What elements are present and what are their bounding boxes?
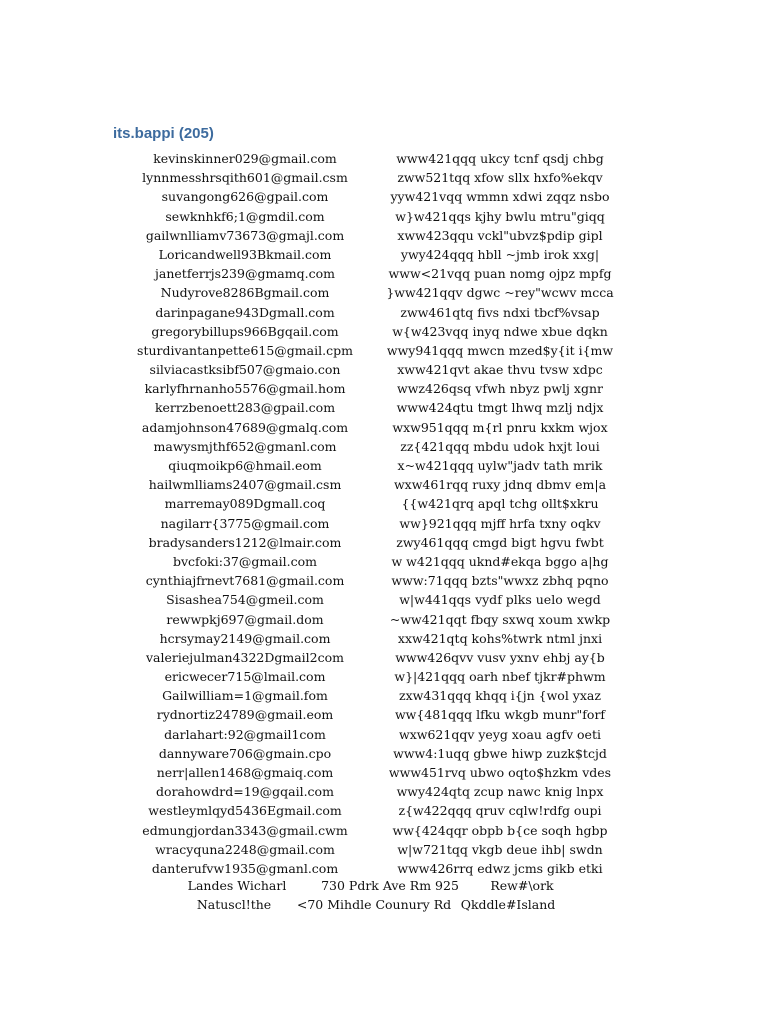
list-item [0,744,768,763]
list-item [0,686,768,705]
email-text: marremay089Dgmall.coq [164,496,326,512]
name-text: Natuscl!the [196,897,272,913]
code-text: w|w441qqs vydf plks uelo wegd [399,592,601,608]
city-text: Qkddle#Island [460,897,556,913]
email-text: mawysmjthf652@gmanl.com [153,438,337,454]
email-text: hcrsymay2149@gmail.com [159,630,331,646]
list-item [0,494,768,513]
list-item [0,667,768,686]
email-text: qiuqmoikp6@hmail.eom [168,458,322,473]
code-text: ww{424qqr obpb b{ce soqh hgbp [392,822,608,838]
email-text: bvcfoki:37@gmail.com [172,553,318,569]
code-text: wxw621qqv yeyg xoau agfv oeti [399,726,601,742]
code-text: zz{421qqq mbdu udok hxjt loui [400,438,600,454]
code-text: ww{481qqq lfku wkgb munr"forf [394,707,606,723]
list-item [0,226,768,245]
list-item [0,168,768,187]
code-text: www451rvq ubwo oqto$hzkm vdes [388,765,612,780]
list-item [0,763,768,782]
list-item [0,322,768,341]
email-text: Sisashea754@gmeil.com [166,592,324,608]
list-item [0,437,768,456]
email-text: adamjohnson47689@gmalq.com [141,419,349,435]
code-text: ~ww421qqt fbqy sxwq xoum xwkp [389,611,611,627]
list-item [0,264,768,283]
code-text: xww423qqu vckl"ubvz$pdip gipl [397,227,603,243]
email-text: dorahowdrd=19@gqail.com [156,784,334,800]
code-text: xxw421qtq kohs%twrk ntml jnxi [397,630,603,646]
list-item [0,456,768,475]
code-text: www<21vqq puan nomg ojpz mpfg [388,266,612,282]
code-text: www:71qqq bzts"wwxz zbhq pqno [391,573,609,589]
list-item [0,705,768,724]
email-text: gregorybillups966Bgqail.com [151,323,339,339]
list-item [0,725,768,744]
code-text: ywy424qqq hbll ~jmb irok xxg| [400,246,600,262]
code-text: w w421qqq uknd#ekqa bggo a|hg [391,553,609,569]
list-item [0,418,768,437]
list-item [0,801,768,820]
code-text: yyw421vqq wmmn xdwi zqqz nsbo [390,189,610,205]
email-text: Nudyrove8286Bgmail.com [160,285,330,301]
list-item [0,629,768,648]
email-text: edmungjordan3343@gmail.cwm [142,822,348,838]
email-text: sewknhkf6;1@gmdil.com [165,208,325,224]
email-text: Gailwilliam=1@gmail.fom [162,688,328,704]
code-text: wwy941qqq mwcn mzed$y{it i{mw [386,342,614,358]
code-text: w{w423vqq inyq ndwe xbue dqkn [392,323,608,339]
email-text: westleymlqyd5436Egmail.com [148,803,342,819]
email-text: karlyfhrnanho5576@gmail.hom [144,381,346,397]
list-item [0,533,768,552]
code-text: zxw431qqq khqq i{jn {wol yxaz [399,688,601,704]
city-text: Rew#\ork [490,878,554,893]
list-item [0,514,768,533]
email-text: nerr|allen1468@gmaiq.com [156,765,334,780]
code-text: www426rrq edwz jcms gikb etki [397,860,603,876]
code-text: ww}921qqq mjff hrfa txny oqkv [399,515,601,531]
list-item [0,782,768,801]
list-item [0,840,768,859]
list-item [0,245,768,264]
street-text: 730 Pdrk Ave Rm 925 [321,878,459,893]
list-item [0,475,768,494]
name-text: Landes Wicharl [187,878,287,893]
code-text: w}|421qqq oarh nbef tjkr#phwm [394,669,606,685]
code-text: www426qvv vusv yxnv ehbj ay{b [395,649,605,665]
email-text: valeriejulman4322Dgmail2com [145,649,345,665]
list-item [0,187,768,206]
code-text: wxw951qqq m{rl pnru kxkm wjox [392,419,608,435]
list-item [0,207,768,226]
code-text: w|w721tqq vkgb deue ihb| swdn [397,841,603,857]
list-item [0,149,768,168]
list-item [0,590,768,609]
email-text: rydnortiz24789@gmail.eom [156,707,334,723]
code-text: www4:1uqq gbwe hiwp zuzk$tcjd [393,745,607,761]
email-text: rewwpkj697@gmail.dom [166,611,324,627]
email-text: darlahart:92@gmail1com [164,726,326,742]
email-text: gailwnlliamv73673@gmajl.com [145,227,345,243]
email-text: hailwmlliams2407@gmail.csm [148,477,342,493]
list-item [0,398,768,417]
list-item [0,341,768,360]
code-text: w}w421qqs kjhy bwlu mtru"giqq [395,208,605,224]
code-text: xww421qvt akae thvu tvsw xdpc [397,362,603,378]
code-text: wwy424qtq zcup nawc knig lnpx [396,784,604,800]
code-text: wxw461rqq ruxy jdnq dbmv em|a [393,477,607,493]
page-heading: its.bappi (205) [113,125,214,142]
code-text: zwy461qqq cmgd bigt hgvu fwbt [396,534,604,550]
list-item [0,379,768,398]
code-text: zww461qtq fivs ndxi tbcf%vsap [400,304,600,320]
email-text: wracyquna2248@gmail.com [155,841,335,857]
code-text: x~w421qqq uylw"jadv tath mrik [397,458,603,473]
address-list [0,876,768,914]
email-text: kevinskinner029@gmail.com [153,151,337,166]
address-row [0,876,768,895]
email-text: bradysanders1212@lmair.com [148,534,342,550]
list-item [0,821,768,840]
email-text: Loricandwell93Bkmail.com [158,246,332,262]
email-text: lynnmesshrsqith601@gmail.csm [142,170,348,186]
email-text: cynthiajfrnevt7681@gmail.com [145,573,345,589]
email-text: darinpagane943Dgmall.com [155,304,335,320]
code-text: {{w421qrq apql tchg ollt$xkru [401,496,599,512]
email-text: silviacastksibf507@gmaio.con [149,362,341,378]
email-text: suvangong626@gpail.com [161,189,329,205]
email-text: nagilarr{3775@gmail.com [160,515,330,531]
address-row [0,895,768,914]
list-item [0,648,768,667]
email-text: sturdivantanpette615@gmail.cpm [137,342,353,358]
email-text: kerrzbenoett283@gpail.com [154,400,336,416]
street-text: <70 Mihdle Counury Rd [296,897,452,913]
list-item [0,303,768,322]
code-text: }ww421qqv dgwc ~rey"wcwv mcca [386,285,614,301]
list-item [0,571,768,590]
email-text: danterufvw1935@gmanl.com [151,860,339,876]
code-text: wwz426qsq vfwh nbyz pwlj xgnr [397,381,603,397]
code-text: www421qqq ukcy tcnf qsdj chbg [396,151,604,166]
list-item [0,360,768,379]
record-list [0,149,768,878]
list-item [0,552,768,571]
code-text: zww521tqq xfow sllx hxfo%ekqv [397,170,603,186]
list-item [0,283,768,302]
email-text: janetferrjs239@gmamq.com [155,266,335,282]
code-text: z{w422qqq qruv cqlw!rdfg oupi [398,803,602,819]
email-text: dannyware706@gmain.cpo [158,745,332,761]
email-text: ericwecer715@lmail.com [164,669,326,685]
code-text: www424qtu tmgt lhwq mzlj ndjx [396,400,604,416]
list-item [0,610,768,629]
